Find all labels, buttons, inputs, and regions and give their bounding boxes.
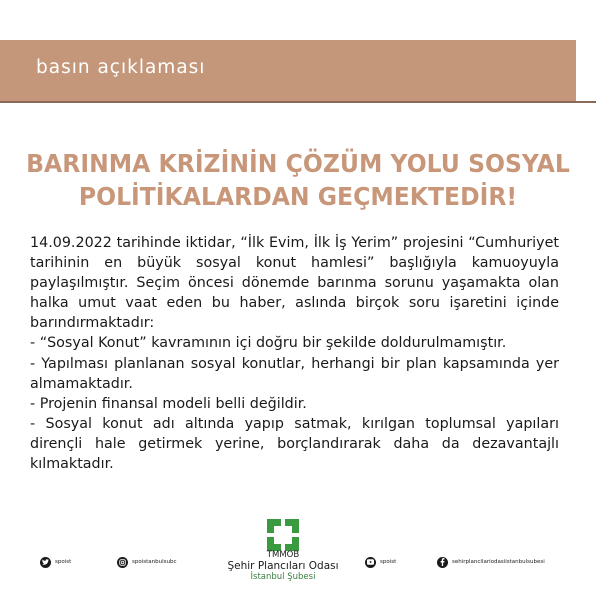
spo-logo-icon xyxy=(267,519,299,551)
social-handle: spoistanbulsubc xyxy=(132,559,177,565)
press-release-body xyxy=(30,233,559,474)
bullet-item: - Yapılması planlanan sosyal konutlar, herhangi bir plan kapsamında yer almamaktadır. xyxy=(30,355,559,392)
social-twitter[interactable] xyxy=(40,555,71,569)
header-label: basın açıklaması xyxy=(36,57,206,78)
org-line-2: Şehir Plancıları Odası xyxy=(227,560,339,572)
org-name xyxy=(190,551,376,582)
org-line-1: TMMOB xyxy=(266,550,300,560)
social-youtube[interactable] xyxy=(365,555,396,569)
twitter-icon xyxy=(40,557,51,568)
facebook-icon xyxy=(437,557,448,568)
youtube-icon xyxy=(365,557,376,568)
instagram-icon xyxy=(117,557,128,568)
social-handle: sehirplancilariodasiistanbulsubesi xyxy=(452,559,545,565)
page-title xyxy=(18,147,578,213)
social-handle: spoist xyxy=(380,559,397,565)
social-handle: spoist xyxy=(55,559,72,565)
title-line-2: POLİTİKALARDAN GEÇMEKTEDİR! xyxy=(78,182,518,211)
org-line-3: İstanbul Şubesi xyxy=(250,572,316,582)
intro-paragraph: 14.09.2022 tarihinde iktidar, “İlk Evim, İlk İş Yerim” projesini “Cumhuriyet tarihinin en büyük sosyal konut hamlesi” başlığıyla kamuoyuyla paylaşılmıştır. Seçim öncesi dönemde barınma sorunu yaşamakta olan halka umut vaat eden bu haber, aslında birçok soru işaretini içinde barındırmaktadır: xyxy=(30,235,559,332)
bullet-item: - “Sosyal Konut” kavramının içi doğru bir şekilde doldurulmamıştır. xyxy=(30,335,507,352)
title-line-1: BARINMA KRİZİNİN ÇÖZÜM YOLU SOSYAL xyxy=(26,149,570,178)
bullet-item: - Sosyal konut adı altında yapıp satmak, kırılgan toplumsal yapıları dirençli hale getirmek yerine, borçlandırarak daha da dezavantajlı kılmaktadır. xyxy=(30,415,559,473)
bullet-item: - Projenin finansal modeli belli değildir. xyxy=(30,395,307,412)
header-underline xyxy=(0,101,596,103)
social-instagram[interactable] xyxy=(117,555,177,569)
social-facebook[interactable] xyxy=(437,555,545,569)
